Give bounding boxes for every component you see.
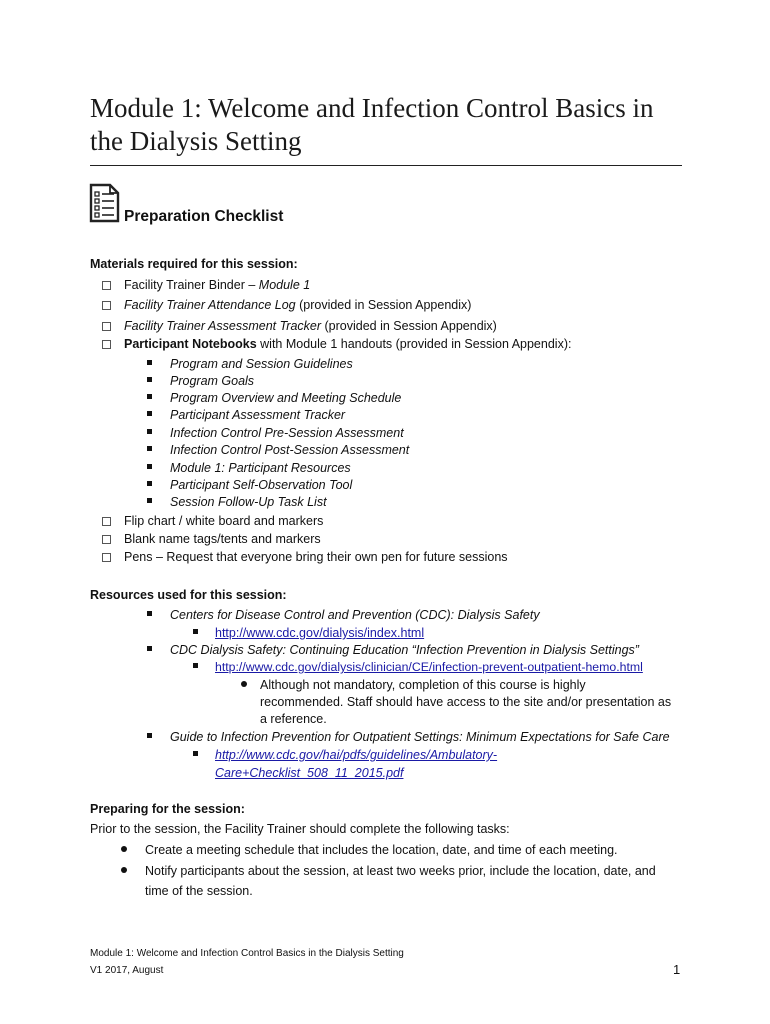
preparing-task: Notify participants about the session, at least two weeks prior, include the location, date, and: [145, 864, 656, 878]
footer-module: Module 1: Welcome and Infection Control Basics in the Dialysis Setting: [90, 948, 404, 959]
square-bullet: [147, 464, 152, 469]
square-bullet: [193, 663, 198, 668]
materials-item: Blank name tags/tents and markers: [124, 532, 321, 546]
preparing-task: Create a meeting schedule that includes the location, date, and time of each meeting.: [145, 843, 618, 857]
handout-item: Module 1: Participant Resources: [170, 461, 351, 475]
checkbox: [102, 517, 111, 526]
square-bullet: [147, 394, 152, 399]
page-title: Module 1: Welcome and Infection Control Basics in the Dialysis Setting: [90, 93, 654, 156]
resource-note: Although not mandatory, completion of this course is highly: [260, 678, 586, 692]
checkbox: [102, 340, 111, 349]
materials-item: Flip chart / white board and markers: [124, 514, 324, 528]
square-bullet: [147, 733, 152, 738]
materials-item: Pens – Request that everyone bring their own pen for future sessions: [124, 550, 508, 564]
square-bullet: [147, 646, 152, 651]
resource-link[interactable]: http://www.cdc.gov/dialysis/index.html: [215, 626, 425, 640]
checkbox: [102, 281, 111, 290]
resource-item: CDC Dialysis Safety: Continuing Education “Infection Prevention in Dialysis Settings”: [170, 643, 639, 657]
preparing-task: time of the session.: [145, 884, 253, 898]
materials-heading: Materials required for this session:: [90, 257, 298, 271]
preparing-intro: Prior to the session, the Facility Trainer should complete the following tasks:: [90, 822, 510, 836]
materials-item: Participant Notebooks with Module 1 handouts (provided in Session Appendix):: [124, 337, 572, 351]
page-number: 1: [673, 962, 681, 977]
checkbox: [102, 301, 111, 310]
resource-link[interactable]: http://www.cdc.gov/dialysis/clinician/CE/infection-prevent-outpatient-hemo.html: [215, 660, 643, 674]
footer-version: V1 2017, August: [90, 965, 164, 976]
resource-link[interactable]: Care+Checklist_508_11_2015.pdf: [215, 766, 404, 780]
handout-item: Infection Control Pre-Session Assessment: [170, 426, 404, 440]
square-bullet: [147, 446, 152, 451]
handout-item: Infection Control Post-Session Assessment: [170, 443, 410, 457]
square-bullet: [147, 377, 152, 382]
checklist-icon: [89, 183, 121, 223]
resources-heading: Resources used for this session:: [90, 588, 287, 602]
resource-item: Centers for Disease Control and Prevention (CDC): Dialysis Safety: [170, 608, 540, 622]
handout-item: Program Goals: [170, 374, 255, 388]
materials-item: Facility Trainer Binder – Module 1: [124, 278, 311, 292]
square-bullet: [147, 429, 152, 434]
handout-item: Session Follow-Up Task List: [170, 495, 327, 509]
handout-item: Participant Assessment Tracker: [170, 408, 346, 422]
checkbox: [102, 553, 111, 562]
square-bullet: [193, 751, 198, 756]
square-bullet: [147, 611, 152, 616]
resource-note: recommended. Staff should have access to the site and/or presentation as: [260, 695, 672, 709]
resource-note: a reference.: [260, 712, 327, 726]
handout-item: Program and Session Guidelines: [170, 357, 353, 371]
round-bullet: [241, 681, 247, 687]
square-bullet: [147, 411, 152, 416]
square-bullet: [147, 498, 152, 503]
round-bullet: [121, 846, 127, 852]
checklist-heading: Preparation Checklist: [124, 208, 284, 225]
resource-link[interactable]: http://www.cdc.gov/hai/pdfs/guidelines/Ambulatory-: [215, 748, 498, 762]
materials-item: Facility Trainer Assessment Tracker (provided in Session Appendix): [124, 319, 497, 333]
handout-item: Program Overview and Meeting Schedule: [170, 391, 402, 405]
title-divider: [90, 165, 682, 166]
square-bullet: [147, 360, 152, 365]
preparing-heading: Preparing for the session:: [90, 802, 245, 816]
square-bullet: [147, 481, 152, 486]
checkbox: [102, 535, 111, 544]
resource-item: Guide to Infection Prevention for Outpatient Settings: Minimum Expectations for Safe Care: [170, 730, 670, 744]
checkbox: [102, 322, 111, 331]
materials-item: Facility Trainer Attendance Log (provided in Session Appendix): [124, 298, 472, 312]
handout-item: Participant Self-Observation Tool: [170, 478, 353, 492]
round-bullet: [121, 867, 127, 873]
square-bullet: [193, 629, 198, 634]
